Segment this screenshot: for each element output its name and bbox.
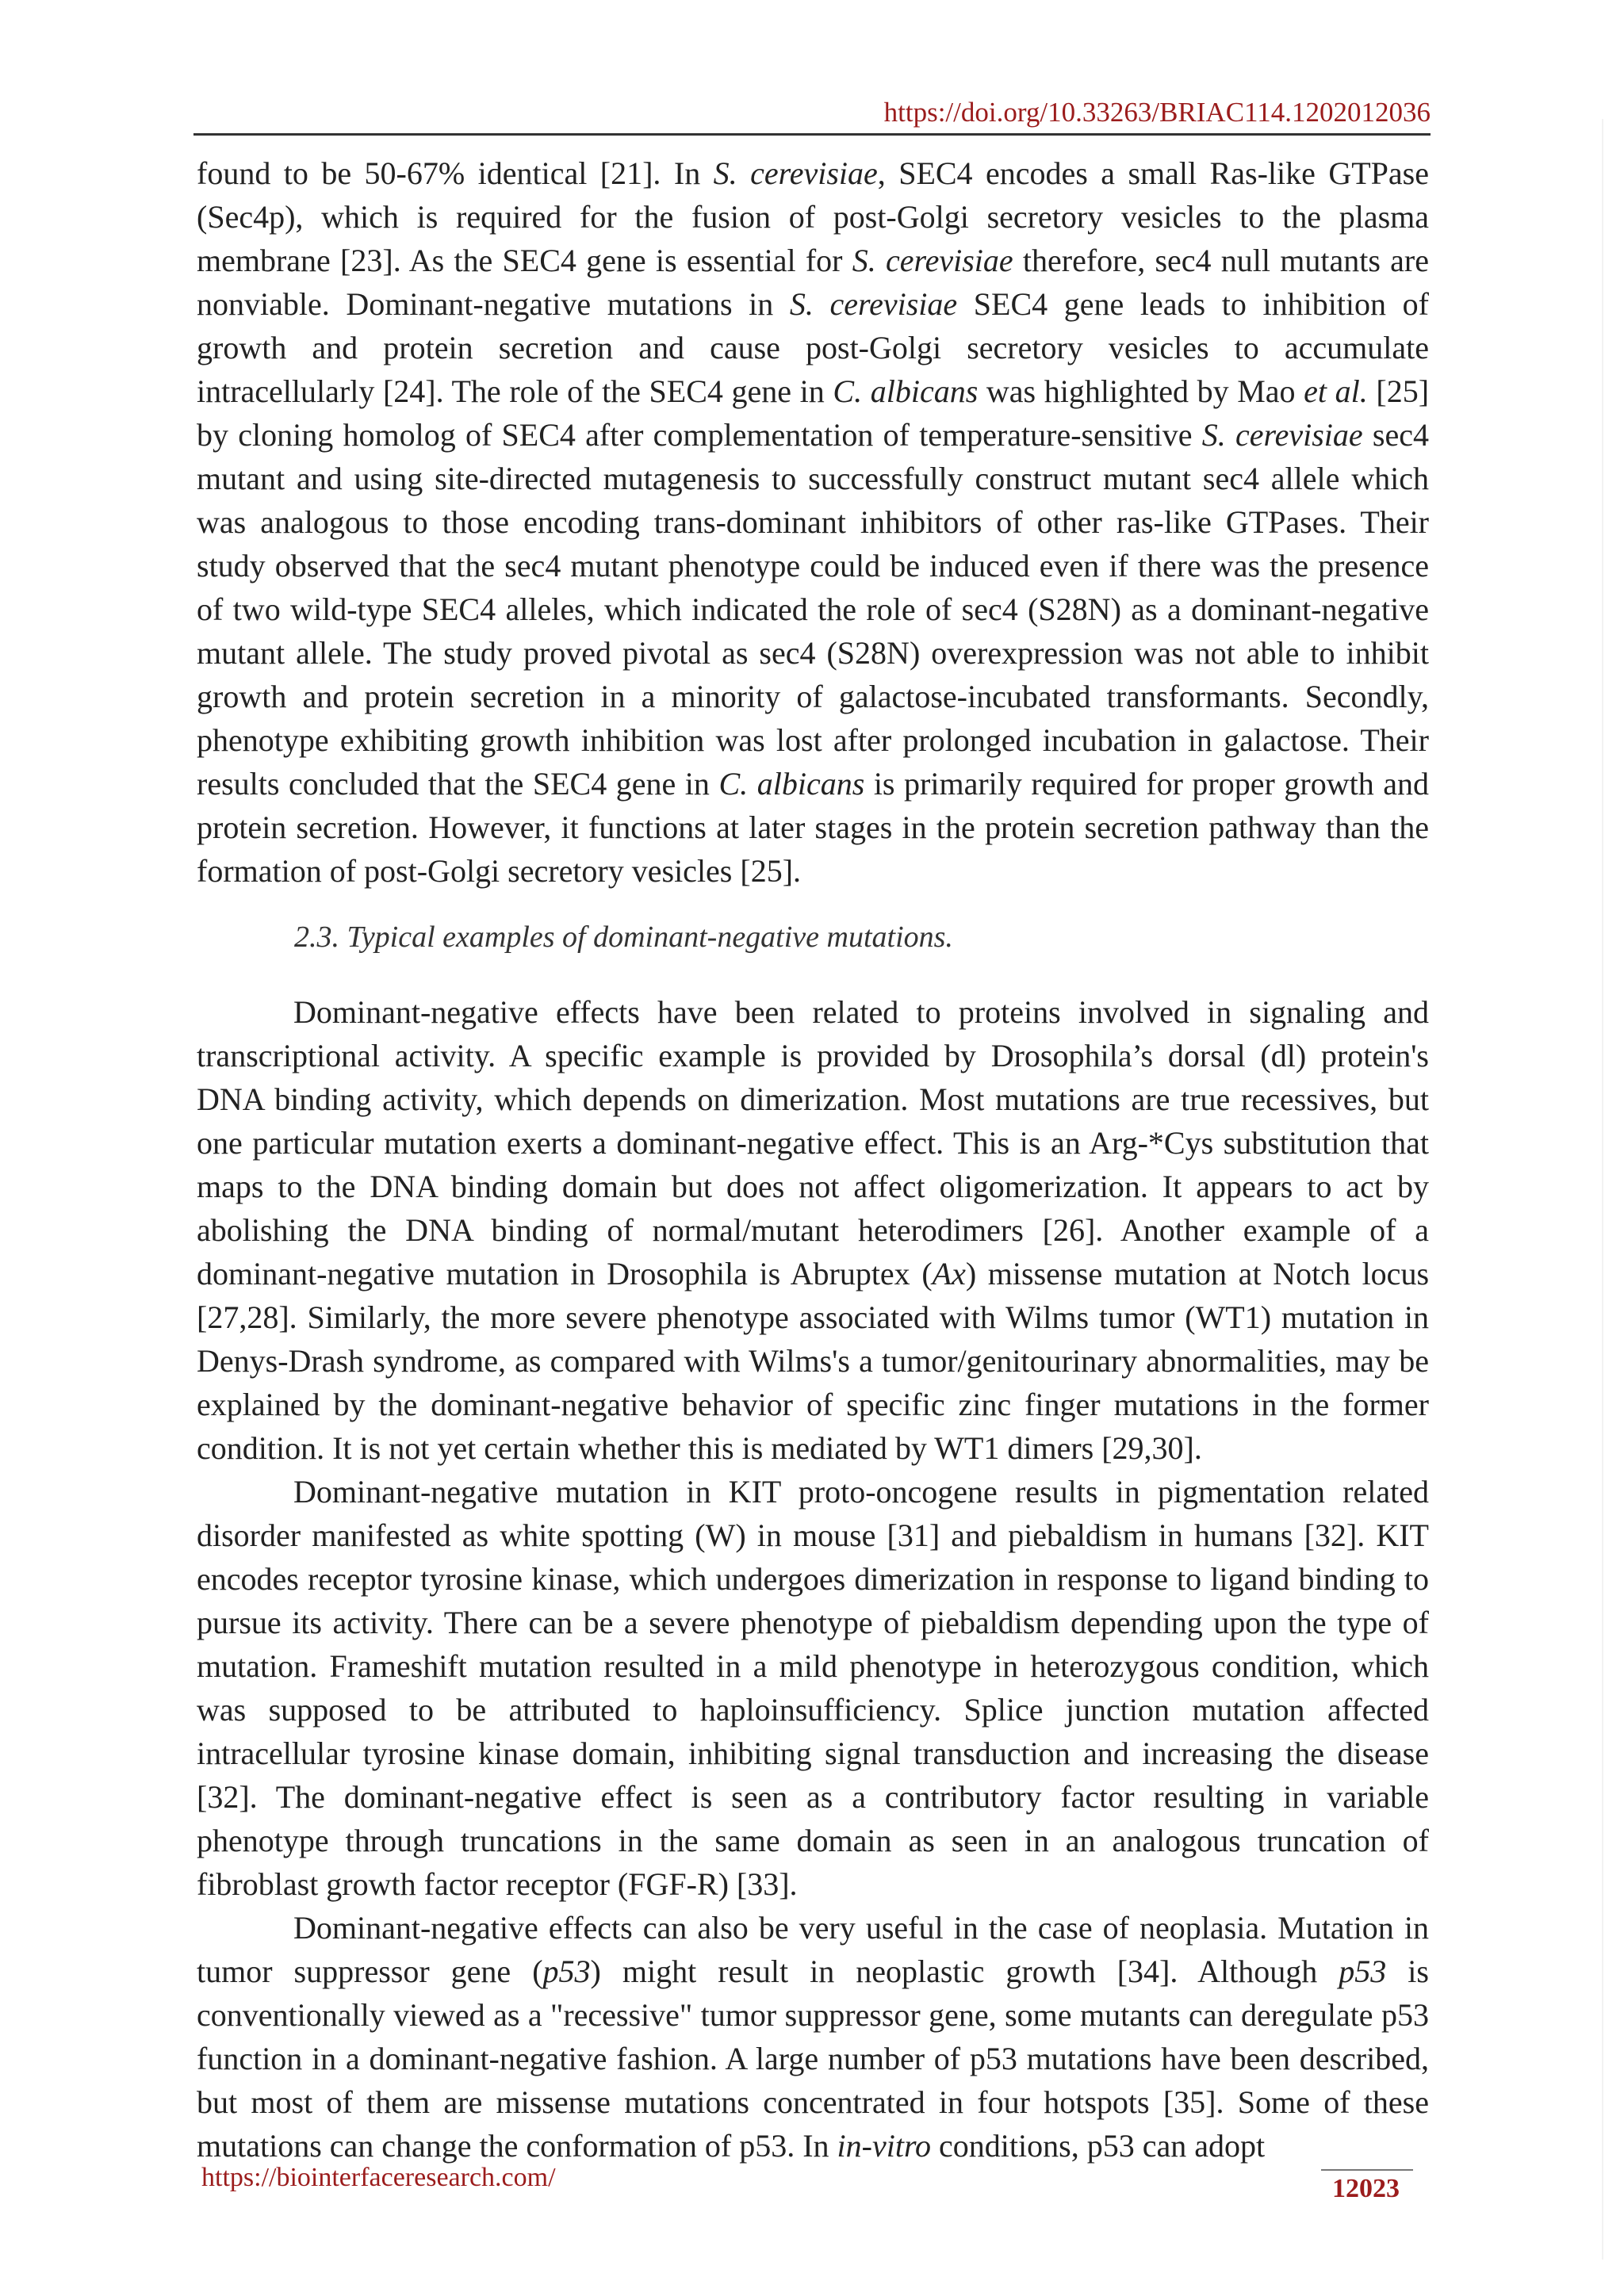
text-run: conditions, p53 can adopt xyxy=(931,2128,1266,2164)
text-run: was highlighted by Mao xyxy=(978,373,1304,409)
italic-term: in-vitro xyxy=(837,2128,932,2164)
text-run: [25] by cloning homolog of SEC4 after complementation of temperature-sensitive xyxy=(197,373,1430,453)
text-run: Dominant-negative effects can also be very useful in the case of neoplasia. Mutation in tumor suppressor gene ( xyxy=(197,1910,1429,1989)
footer-url-link[interactable]: https://biointerfaceresearch.com/ xyxy=(201,2163,556,2192)
text-run: therefore, sec4 null mutants are nonviable. Dominant-negative mutations in xyxy=(197,243,1430,322)
italic-term: et al. xyxy=(1304,373,1368,409)
italic-term: S. cerevisiae xyxy=(1201,417,1363,453)
page-edge xyxy=(1602,119,1603,2260)
text-run: , SEC4 encodes a small Ras-like GTPase (Sec4p), which is required for the fusion of post-Golgi secretory vesicles to the plasma membrane [23]. As the SEC4 gene is essential for xyxy=(197,155,1429,278)
italic-term: C. albicans xyxy=(833,373,979,409)
italic-term: p53 xyxy=(1339,1954,1387,1989)
paragraph-dorsal xyxy=(197,990,1429,1470)
section-2-body xyxy=(197,990,1429,2168)
italic-term: Ax xyxy=(932,1256,966,1292)
text-run: Dominant-negative mutation in KIT proto-oncogene results in pigmentation related disorder manifested as white spotting (W) in mouse [31] and piebaldism in humans [32]. KIT encodes receptor tyrosine kinase, which undergoes dimerization in response to ligand binding to pursue its activity. There can be a severe phenotype of piebaldism depending upon the type of mutation. Frameshift mutation resulted in a mild phenotype in heterozygous condition, which was supposed to be attributed to haploinsufficiency. Splice junction mutation affected intracellular tyrosine kinase domain, inhibiting signal transduction and increasing the disease [32]. The dominant-negative effect is seen as a contributory factor resulting in variable phenotype through truncations in the same domain as seen in an analogous truncation of fibroblast growth factor receptor (FGF-R) [33]. xyxy=(197,1474,1429,1902)
text-run: Dominant-negative effects have been related to proteins involved in signaling and transcriptional activity. A specific example is provided by Drosophila’s dorsal (dl) protein's DNA binding activity, which depends on dimerization. Most mutations are true recessives, but one particular mutation exerts a dominant-negative effect. This is an Arg-*Cys substitution that maps to the DNA binding domain but does not affect oligomerization. It appears to act by abolishing the DNA binding of normal/mutant heterodimers [26]. Another example of a dominant-negative mutation in Drosophila is Abruptex ( xyxy=(197,994,1429,1292)
text-run: ) might result in neoplastic growth [34]. Although xyxy=(590,1954,1339,1989)
text-run: is conventionally viewed as a "recessive" tumor suppressor gene, some mutants can deregulate p53 function in a dominant-negative fashion. A large number of p53 mutations have been described, but most of them are missense mutations concentrated in four hotspots [35]. Some of these mutations can change the conformation of p53. In xyxy=(197,1954,1429,2164)
text-run: is primarily required for proper growth and protein secretion. However, it functions at later stages in the protein secretion pathway than the formation of post-Golgi secretory vesicles [25]. xyxy=(197,766,1429,889)
italic-term: C. albicans xyxy=(718,766,865,802)
text-run: SEC4 gene leads to inhibition of growth and protein secretion and cause post-Golgi secretory vesicles to accumulate intracellularly [24]. The role of the SEC4 gene in xyxy=(197,286,1429,409)
section-heading: 2.3. Typical examples of dominant-negative mutations. xyxy=(294,920,953,954)
footer-rule xyxy=(1321,2169,1413,2171)
text-run: found to be 50-67% identical [21]. In xyxy=(197,155,714,191)
italic-term: S. cerevisiae xyxy=(713,155,878,191)
page-number: 12023 xyxy=(1332,2174,1400,2203)
italic-term: p53 xyxy=(542,1954,591,1989)
paragraph-p53 xyxy=(197,1906,1429,2168)
text-run: ) missense mutation at Notch locus [27,28]. Similarly, the more severe phenotype associated with Wilms tumor (WT1) mutation in Denys-Drash syndrome, as compared with Wilms's a tumor/genitourinary abnormalities, may be explained by the dominant-negative behavior of specific zinc finger mutations in the former condition. It is not yet certain whether this is mediated by WT1 dimers [29,30]. xyxy=(197,1256,1430,1466)
italic-term: S. cerevisiae xyxy=(852,243,1013,278)
section-1-body xyxy=(197,151,1429,893)
doi-link[interactable]: https://doi.org/10.33263/BRIAC114.1202012036 xyxy=(883,97,1431,128)
header-rule xyxy=(193,133,1431,136)
paragraph-kit xyxy=(197,1470,1429,1906)
paragraph-sec4 xyxy=(197,151,1429,893)
italic-term: S. cerevisiae xyxy=(789,286,958,322)
text-run: sec4 mutant and using site-directed mutagenesis to successfully construct mutant sec4 allele which was analogous to those encoding trans-dominant inhibitors of other ras-like GTPases. Their study observed that the sec4 mutant phenotype could be induced even if there was the presence of two wild-type SEC4 alleles, which indicated the role of sec4 (S28N) as a dominant-negative mutant allele. The study proved pivotal as sec4 (S28N) overexpression was not able to inhibit growth and protein secretion in a minority of galactose-incubated transformants. Secondly, phenotype exhibiting growth inhibition was lost after prolonged incubation in galactose. Their results concluded that the SEC4 gene in xyxy=(197,417,1429,802)
